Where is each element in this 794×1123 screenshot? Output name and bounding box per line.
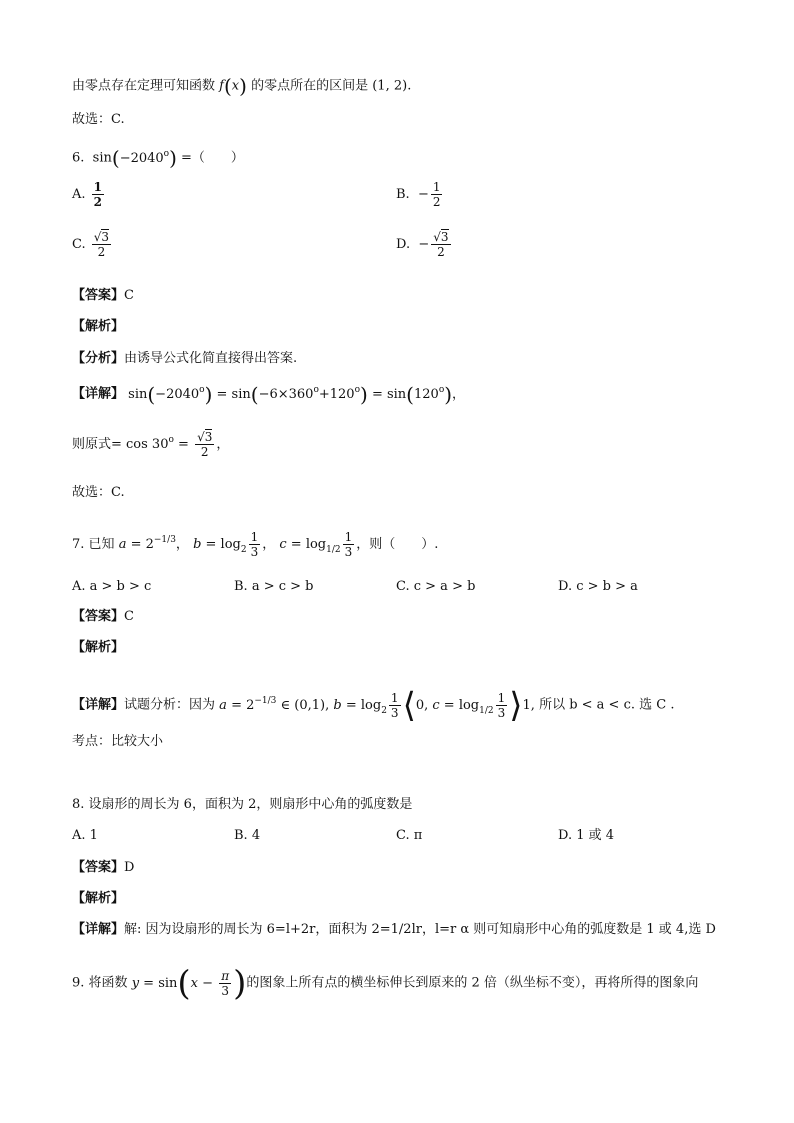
q6-frac-b: $\frac{1}{2}$	[432, 180, 441, 209]
q7-option-a[interactable]: A. a > b > c	[72, 579, 152, 594]
xiangjie-tag: 【详解】	[72, 922, 125, 937]
q8-stem: 8. 设扇形的周长为 6，面积为 2，则扇形中心角的弧度数是	[72, 797, 413, 812]
answer-value: C	[124, 609, 134, 624]
q5-answer: 故选：C.	[72, 112, 125, 127]
xiangjie-tag: 【详解】	[72, 386, 125, 402]
q5-function-f: f	[219, 78, 224, 94]
q7-stem-prefix: 7. 已知	[72, 537, 115, 552]
q6-paren: (	[111, 146, 120, 170]
q6-frac-c: $\frac{√3}{2}$	[93, 230, 110, 259]
q6-fenxi	[72, 352, 297, 365]
q8-answer	[72, 861, 134, 874]
q5-paren: (	[223, 74, 232, 98]
q5-conclusion-mid: 的零点所在的区间是	[251, 78, 369, 94]
q7-xiangjie-prefix: 试题分析：因为	[124, 697, 216, 713]
q8-option-c[interactable]: C. π	[396, 828, 423, 843]
q7-xiangjie-formula: $a = 2^{-1/3}$ ∈ (0,1), $b = \log_2$ $\frac{1}{3}$ ⟨0, $c = \log_{1/2}$ $\frac{1}{3}$ ⟩1,	[219, 685, 535, 725]
q6-angle: $-2040^o$	[119, 148, 170, 166]
q5-interval: (1, 2)	[372, 78, 408, 94]
q7-option-b[interactable]: B. a > c > b	[234, 579, 314, 594]
q7-xiangjie	[72, 685, 675, 725]
q9-stem-suffix: 的图象上所有点的横坐标伸长到原来的 2 倍（纵坐标不变），再将所得的图象向	[246, 975, 699, 991]
q7-kaodian: 考点：比较大小	[72, 734, 164, 749]
q6-xiangjie	[72, 384, 465, 404]
q6-answer	[72, 289, 134, 302]
q7-b-def: $b = \log_2$ $\frac{1}{3}$	[193, 530, 259, 559]
q7-option-c[interactable]: C. c > a > b	[396, 579, 476, 594]
q7-c-def: $c = \log_{1/2}$ $\frac{1}{3}$	[279, 530, 353, 559]
q6-option-a[interactable]: A. $\frac{1}{2}$	[72, 180, 103, 209]
answer-value: C	[124, 288, 134, 303]
q6-option-b[interactable]: B. − $\frac{1}{2}$	[396, 180, 441, 209]
q6-option-c[interactable]: C. $\frac{√3}{2}$	[72, 230, 110, 259]
q6-xiangjie-formula: $\sin(-2040^o) = \sin(-6\times 360^o+120^o) = \sin(120^o)$，	[128, 382, 466, 406]
answer-value: D	[124, 860, 135, 875]
q6-result-frac: $\frac{√3}{2}$	[197, 430, 213, 459]
q7-option-d[interactable]: D. c > b > a	[558, 579, 638, 594]
q9-function: y = sin(x − $\frac{\pi}{3}$ )	[131, 963, 247, 1003]
q9-stem-prefix: 9. 将函数	[72, 975, 128, 991]
q7-answer	[72, 610, 134, 623]
q7-jiexi: 【解析】	[72, 640, 125, 655]
q6-option-d[interactable]: D. − $\frac{√3}{2}$	[396, 230, 449, 259]
q5-conclusion-text: 由零点存在定理可知函数	[72, 78, 216, 94]
q5-conclusion: 由零点存在定理可知函数 f(x) 的零点所在的区间是 (1, 2).	[72, 74, 412, 98]
xiangjie-text: 解: 因为设扇形的周长为 6=l+2r，面积为 2=1/2lr，l=r α 则可知扇形中心角的弧度数是 1 或 4,选 D	[124, 922, 716, 937]
q9-stem	[72, 963, 699, 1003]
q5-paren: )	[239, 74, 247, 98]
q8-xiangjie	[72, 923, 716, 936]
q8-option-d[interactable]: D. 1 或 4	[558, 828, 615, 843]
q6-frac-d: $\frac{√3}{2}$	[433, 230, 449, 259]
q7-a-def: $a = 2^{-1/3}$	[118, 535, 176, 552]
q6-stem: 6. $\sin(-2040^o)$ =（ ）	[72, 146, 244, 170]
q8-jiexi: 【解析】	[72, 891, 125, 906]
q5-var-x: x	[231, 78, 240, 94]
q8-option-a[interactable]: A. 1	[72, 828, 98, 843]
q7-xiangjie-suffix: 所以 b < a < c. 选 C .	[539, 697, 675, 713]
xiangjie-tag: 【详解】	[72, 697, 125, 713]
q6-frac-a: $\frac{1}{2}$	[93, 180, 103, 209]
q8-option-b[interactable]: B. 4	[234, 828, 261, 843]
answer-tag: 【答案】	[72, 860, 125, 875]
fenxi-text: 由诱导公式化简直接得出答案.	[124, 351, 298, 366]
q7-stem: 7. 已知 $a = 2^{-1/3}$， $b = \log_2$ $\frac{1}{3}$ ， $c = \log_{1/2}$ $\frac{1}{3}$ ，则（ ）.	[72, 530, 439, 559]
answer-tag: 【答案】	[72, 288, 125, 303]
q6-final: 故选：C.	[72, 485, 125, 500]
q6-jiexi: 【解析】	[72, 319, 125, 334]
q6-number: 6. sin	[72, 150, 112, 166]
answer-tag: 【答案】	[72, 609, 125, 624]
fenxi-tag: 【分析】	[72, 351, 125, 366]
q6-paren: )	[169, 146, 177, 170]
q6-result: 则原式= $\cos 30^o$ = $\frac{√3}{2}$ ，	[72, 430, 230, 459]
q7-stem-suffix: ，则（ ）.	[356, 537, 439, 552]
